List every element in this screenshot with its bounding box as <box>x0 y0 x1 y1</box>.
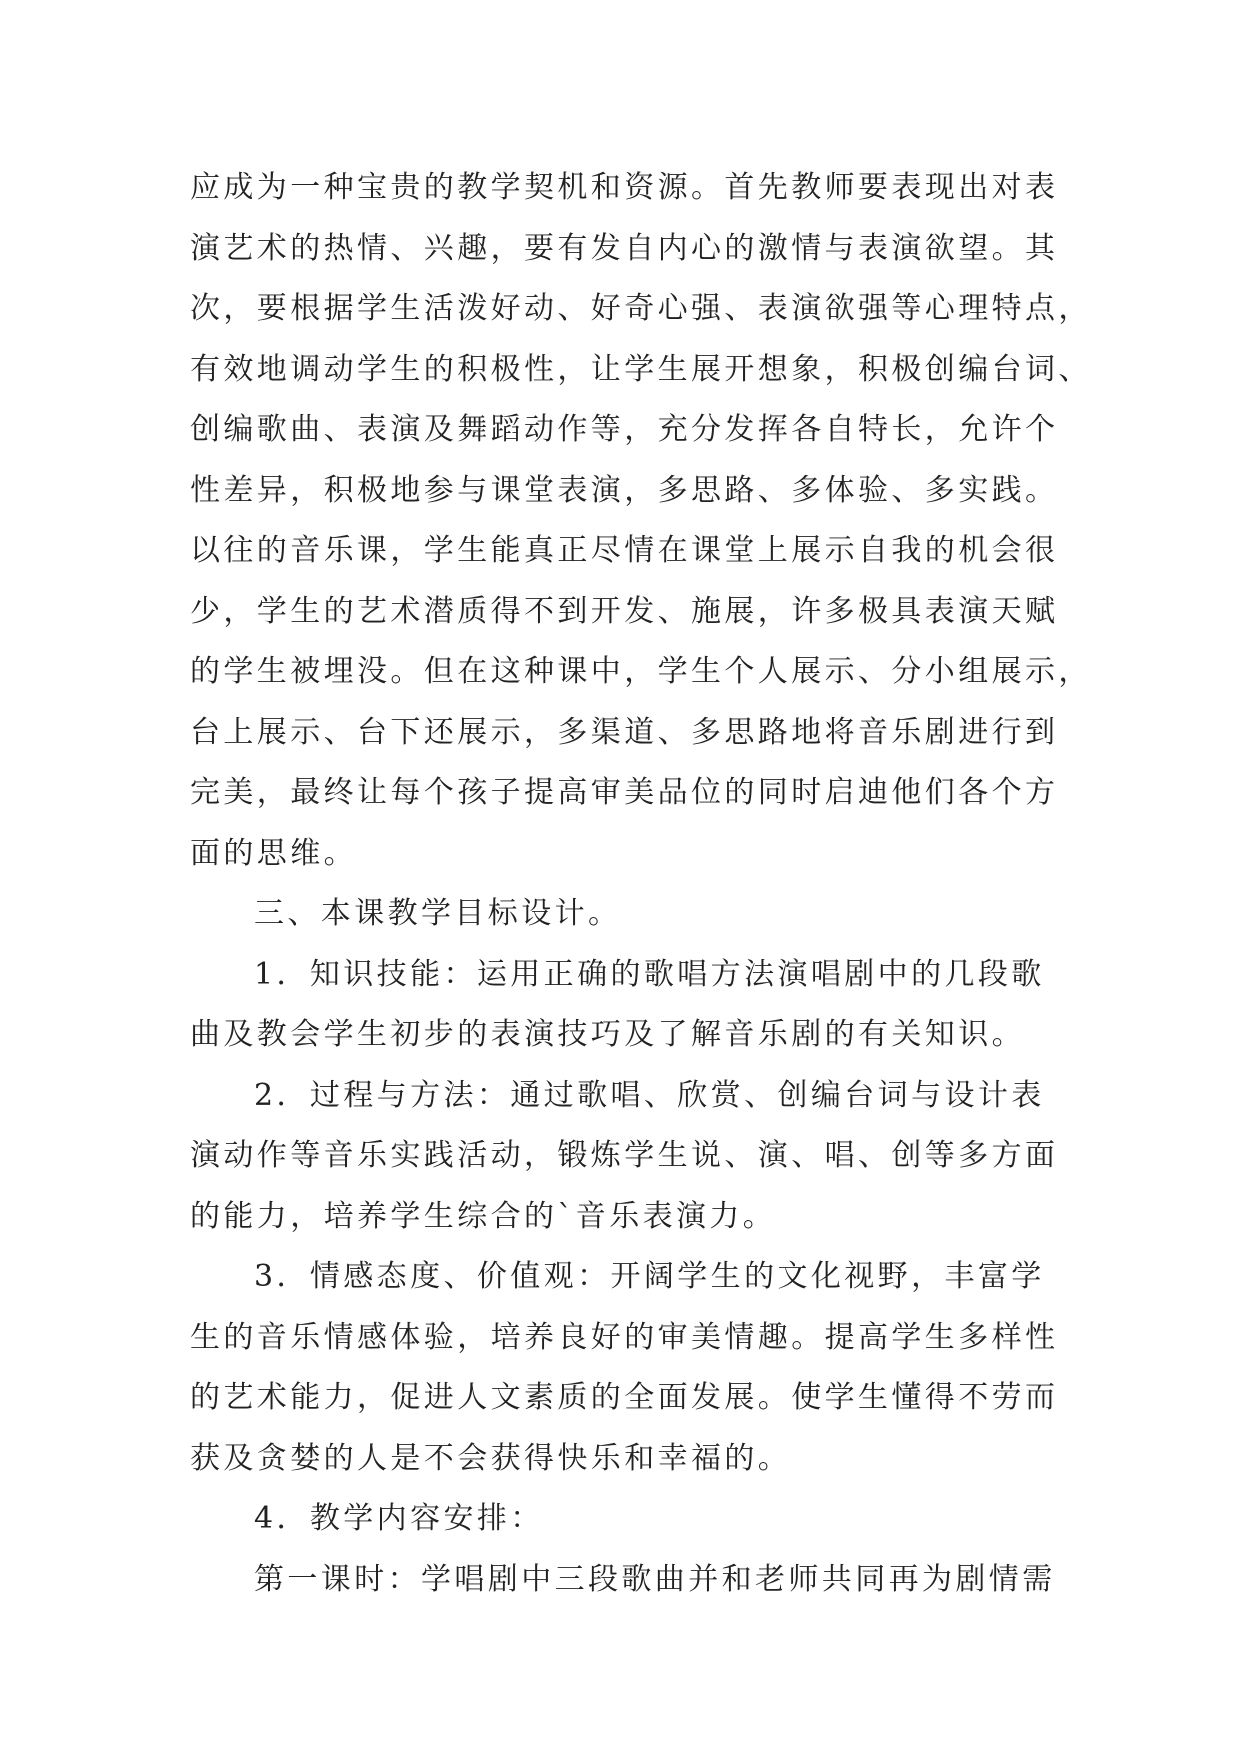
text-line: 创编歌曲、表演及舞蹈动作等，充分发挥各自特长，允许个 <box>190 412 1059 447</box>
text-line: 演动作等音乐实践活动，锻炼学生说、演、唱、创等多方面 <box>190 1138 1059 1173</box>
document-body <box>190 158 1092 1610</box>
text-line: 生的音乐情感体验，培养良好的审美情趣。提高学生多样性 <box>190 1319 1059 1355</box>
text-line: 曲及教会学生初步的表演技巧及了解音乐剧的有关知识。 <box>190 1017 1025 1052</box>
text-line: 面的思维。 <box>190 835 357 871</box>
text-line: 2．过程与方法：通过歌唱、欣赏、创编台词与设计表 <box>254 1077 1045 1113</box>
text-line: 3．情感态度、价值观：开阔学生的文化视野，丰富学 <box>254 1259 1045 1294</box>
text-line: 第一课时：学唱剧中三段歌曲并和老师共同再为剧情需 <box>254 1561 1056 1597</box>
paragraph-goal-3 <box>190 1247 1060 1489</box>
section-heading <box>190 884 1060 945</box>
text-line: 的学生被埋没。但在这种课中，学生个人展示、分小组展示， <box>190 654 1092 689</box>
text-line: 有效地调动学生的积极性，让学生展开想象，积极创编台词、 <box>190 351 1092 387</box>
text-line: 台上展示、台下还展示，多渠道、多思路地将音乐剧进行到 <box>190 714 1059 750</box>
text-line: 获及贪婪的人是不会获得快乐和幸福的。 <box>190 1440 792 1476</box>
paragraph-goal-2 <box>190 1066 1060 1248</box>
text-line: 的能力，培养学生综合的`音乐表演力。 <box>190 1198 777 1234</box>
text-line: 完美，最终让每个孩子提高审美品位的同时启迪他们各个方 <box>190 775 1059 810</box>
text-line: 的艺术能力，促进人文素质的全面发展。使学生懂得不劳而 <box>190 1380 1059 1415</box>
text-line: 应成为一种宝贵的教学契机和资源。首先教师要表现出对表 <box>190 170 1059 205</box>
text-line: 性差异，积极地参与课堂表演，多思路、多体验、多实践。 <box>190 472 1059 508</box>
text-line: 以往的音乐课，学生能真正尽情在课堂上展示自我的机会很 <box>190 533 1059 568</box>
heading-line: 三、本课教学目标设计。 <box>254 896 622 931</box>
text-line: 1．知识技能：运用正确的歌唱方法演唱剧中的几段歌 <box>254 956 1045 992</box>
text-line: 演艺术的热情、兴趣，要有发自内心的激情与表演欲望。其 <box>190 230 1059 266</box>
text-line: 少，学生的艺术潜质得不到开发、施展，许多极具表演天赋 <box>190 593 1059 629</box>
paragraph-1 <box>190 158 1092 884</box>
text-line: 4．教学内容安排： <box>254 1501 544 1536</box>
text-line: 次，要根据学生活泼好动、好奇心强、表演欲强等心理特点， <box>190 291 1092 326</box>
paragraph-goal-1 <box>190 945 1060 1066</box>
paragraph-content-arrangement <box>190 1489 1060 1550</box>
paragraph-first-lesson <box>190 1550 1060 1611</box>
